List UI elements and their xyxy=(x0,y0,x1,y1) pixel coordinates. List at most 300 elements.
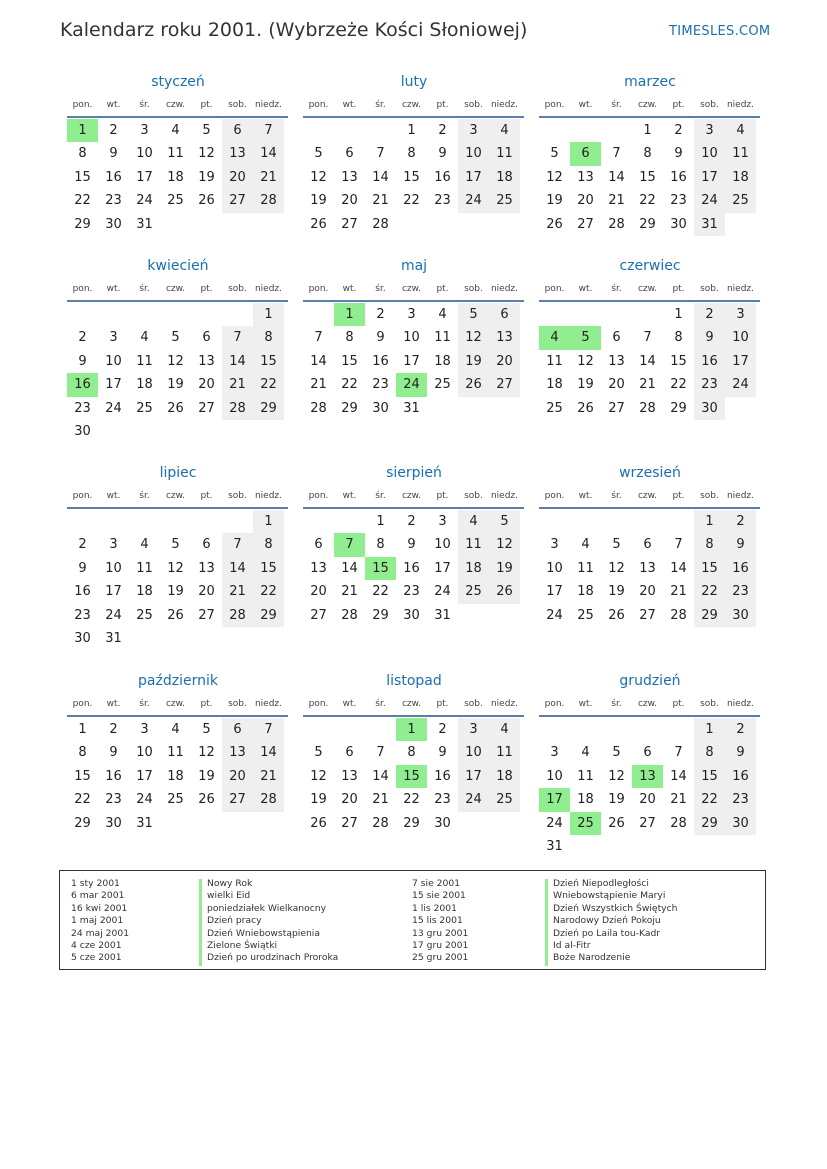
day-cell[interactable]: 4 xyxy=(171,123,180,138)
day-cell[interactable]: 4 xyxy=(725,119,756,142)
day-cell[interactable]: 30 xyxy=(105,815,122,831)
day-cell[interactable]: 19 xyxy=(458,350,489,373)
day-cell[interactable]: 18 xyxy=(136,377,153,393)
day-cell[interactable]: 20 xyxy=(341,193,358,209)
day-cell[interactable]: 15 xyxy=(253,350,284,373)
day-cell[interactable]: 2 xyxy=(438,123,447,138)
day-cell[interactable]: 26 xyxy=(577,400,594,416)
day-cell[interactable]: 27 xyxy=(341,216,358,232)
day-cell[interactable]: 25 xyxy=(167,193,184,209)
day-cell[interactable]: 10 xyxy=(403,330,420,346)
day-cell[interactable]: 14 xyxy=(639,353,656,369)
day-cell[interactable]: 20 xyxy=(222,765,253,788)
day-cell[interactable]: 5 xyxy=(202,722,211,737)
day-cell[interactable]: 21 xyxy=(341,584,358,600)
day-cell[interactable]: 21 xyxy=(372,193,389,209)
day-cell[interactable]: 11 xyxy=(489,741,520,764)
day-cell[interactable]: 18 xyxy=(167,169,184,185)
day-cell[interactable]: 9 xyxy=(407,537,416,553)
day-cell[interactable]: 10 xyxy=(136,745,153,761)
day-cell[interactable]: 27 xyxy=(198,607,215,623)
day-cell[interactable]: 18 xyxy=(136,584,153,600)
day-cell[interactable]: 18 xyxy=(577,792,594,808)
day-cell[interactable]: 8 xyxy=(345,330,354,346)
day-cell[interactable]: 20 xyxy=(198,584,215,600)
day-cell[interactable]: 11 xyxy=(136,560,153,576)
day-cell[interactable]: 22 xyxy=(403,193,420,209)
day-cell[interactable]: 24 xyxy=(105,607,122,623)
day-cell[interactable]: 16 xyxy=(725,765,756,788)
day-cell[interactable]: 25 xyxy=(570,812,601,835)
day-cell[interactable]: 14 xyxy=(670,560,687,576)
day-cell[interactable]: 28 xyxy=(670,815,687,831)
day-cell[interactable]: 6 xyxy=(345,146,354,162)
day-cell[interactable]: 11 xyxy=(458,533,489,556)
day-cell[interactable]: 21 xyxy=(222,373,253,396)
day-cell[interactable]: 5 xyxy=(612,537,621,553)
day-cell[interactable]: 18 xyxy=(725,166,756,189)
day-cell[interactable]: 13 xyxy=(341,169,358,185)
day-cell[interactable]: 24 xyxy=(434,584,451,600)
day-cell[interactable]: 24 xyxy=(458,189,489,212)
day-cell[interactable]: 26 xyxy=(608,815,625,831)
day-cell[interactable]: 24 xyxy=(396,373,427,396)
day-cell[interactable]: 5 xyxy=(314,146,323,162)
day-cell[interactable]: 1 xyxy=(407,123,416,138)
day-cell[interactable]: 9 xyxy=(109,146,118,162)
day-cell[interactable]: 6 xyxy=(643,537,652,553)
day-cell[interactable]: 15 xyxy=(74,169,91,185)
day-cell[interactable]: 1 xyxy=(334,303,365,326)
day-cell[interactable]: 22 xyxy=(639,193,656,209)
day-cell[interactable]: 18 xyxy=(167,768,184,784)
day-cell[interactable]: 23 xyxy=(725,580,756,603)
day-cell[interactable]: 27 xyxy=(639,607,656,623)
day-cell[interactable]: 15 xyxy=(253,557,284,580)
day-cell[interactable]: 17 xyxy=(136,169,153,185)
day-cell[interactable]: 1 xyxy=(694,510,725,533)
day-cell[interactable]: 24 xyxy=(725,373,756,396)
day-cell[interactable]: 9 xyxy=(78,560,87,576)
day-cell[interactable]: 15 xyxy=(365,557,396,580)
day-cell[interactable]: 31 xyxy=(694,213,725,236)
day-cell[interactable]: 26 xyxy=(310,216,327,232)
day-cell[interactable]: 12 xyxy=(198,745,215,761)
day-cell[interactable]: 29 xyxy=(372,607,389,623)
day-cell[interactable]: 8 xyxy=(78,146,87,162)
day-cell[interactable]: 4 xyxy=(438,307,447,322)
day-cell[interactable]: 5 xyxy=(171,330,180,346)
day-cell[interactable]: 6 xyxy=(314,537,323,553)
day-cell[interactable]: 20 xyxy=(222,166,253,189)
day-cell[interactable]: 26 xyxy=(489,580,520,603)
day-cell[interactable]: 2 xyxy=(725,510,756,533)
day-cell[interactable]: 26 xyxy=(310,815,327,831)
day-cell[interactable]: 19 xyxy=(198,169,215,185)
day-cell[interactable]: 13 xyxy=(222,741,253,764)
day-cell[interactable]: 29 xyxy=(670,400,687,416)
day-cell[interactable]: 19 xyxy=(167,584,184,600)
day-cell[interactable]: 7 xyxy=(643,330,652,346)
day-cell[interactable]: 10 xyxy=(434,537,451,553)
day-cell[interactable]: 13 xyxy=(489,326,520,349)
day-cell[interactable]: 16 xyxy=(372,353,389,369)
day-cell[interactable]: 31 xyxy=(403,400,420,416)
day-cell[interactable]: 11 xyxy=(434,330,451,346)
day-cell[interactable]: 14 xyxy=(222,557,253,580)
day-cell[interactable]: 14 xyxy=(310,353,327,369)
day-cell[interactable]: 29 xyxy=(253,604,284,627)
day-cell[interactable]: 23 xyxy=(74,607,91,623)
day-cell[interactable]: 12 xyxy=(489,533,520,556)
day-cell[interactable]: 1 xyxy=(253,510,284,533)
day-cell[interactable]: 14 xyxy=(253,741,284,764)
day-cell[interactable]: 24 xyxy=(136,193,153,209)
day-cell[interactable]: 8 xyxy=(78,745,87,761)
day-cell[interactable]: 16 xyxy=(694,350,725,373)
day-cell[interactable]: 21 xyxy=(310,377,327,393)
day-cell[interactable]: 22 xyxy=(253,373,284,396)
day-cell[interactable]: 17 xyxy=(539,788,570,811)
day-cell[interactable]: 5 xyxy=(550,146,559,162)
day-cell[interactable]: 28 xyxy=(341,607,358,623)
day-cell[interactable]: 1 xyxy=(376,514,385,529)
day-cell[interactable]: 30 xyxy=(105,216,122,232)
day-cell[interactable]: 21 xyxy=(253,166,284,189)
day-cell[interactable]: 25 xyxy=(136,400,153,416)
day-cell[interactable]: 13 xyxy=(198,353,215,369)
day-cell[interactable]: 4 xyxy=(539,326,570,349)
day-cell[interactable]: 13 xyxy=(608,353,625,369)
day-cell[interactable]: 6 xyxy=(570,142,601,165)
day-cell[interactable]: 26 xyxy=(608,607,625,623)
day-cell[interactable]: 25 xyxy=(167,792,184,808)
day-cell[interactable]: 7 xyxy=(612,146,621,162)
day-cell[interactable]: 22 xyxy=(403,792,420,808)
day-cell[interactable]: 3 xyxy=(694,119,725,142)
day-cell[interactable]: 22 xyxy=(74,193,91,209)
day-cell[interactable]: 16 xyxy=(403,560,420,576)
day-cell[interactable]: 14 xyxy=(341,560,358,576)
day-cell[interactable]: 3 xyxy=(140,722,149,737)
day-cell[interactable]: 11 xyxy=(546,353,563,369)
day-cell[interactable]: 2 xyxy=(78,537,87,553)
day-cell[interactable]: 28 xyxy=(639,400,656,416)
day-cell[interactable]: 21 xyxy=(222,580,253,603)
day-cell[interactable]: 22 xyxy=(670,377,687,393)
day-cell[interactable]: 8 xyxy=(694,741,725,764)
day-cell[interactable]: 31 xyxy=(105,630,122,646)
day-cell[interactable]: 12 xyxy=(198,146,215,162)
day-cell[interactable]: 27 xyxy=(639,815,656,831)
day-cell[interactable]: 6 xyxy=(612,330,621,346)
day-cell[interactable]: 23 xyxy=(372,377,389,393)
day-cell[interactable]: 19 xyxy=(608,584,625,600)
day-cell[interactable]: 18 xyxy=(577,584,594,600)
day-cell[interactable]: 12 xyxy=(546,169,563,185)
day-cell[interactable]: 7 xyxy=(674,745,683,761)
day-cell[interactable]: 26 xyxy=(458,373,489,396)
day-cell[interactable]: 20 xyxy=(577,193,594,209)
day-cell[interactable]: 12 xyxy=(608,560,625,576)
day-cell[interactable]: 5 xyxy=(171,537,180,553)
day-cell[interactable]: 25 xyxy=(577,607,594,623)
day-cell[interactable]: 12 xyxy=(167,353,184,369)
day-cell[interactable]: 22 xyxy=(74,792,91,808)
day-cell[interactable]: 1 xyxy=(396,718,427,741)
day-cell[interactable]: 12 xyxy=(577,353,594,369)
day-cell[interactable]: 19 xyxy=(546,193,563,209)
day-cell[interactable]: 30 xyxy=(74,630,91,646)
day-cell[interactable]: 4 xyxy=(581,745,590,761)
day-cell[interactable]: 14 xyxy=(670,768,687,784)
day-cell[interactable]: 26 xyxy=(198,792,215,808)
day-cell[interactable]: 6 xyxy=(222,119,253,142)
day-cell[interactable]: 25 xyxy=(489,788,520,811)
day-cell[interactable]: 5 xyxy=(612,745,621,761)
day-cell[interactable]: 20 xyxy=(198,377,215,393)
day-cell[interactable]: 25 xyxy=(546,400,563,416)
day-cell[interactable]: 4 xyxy=(489,718,520,741)
day-cell[interactable]: 14 xyxy=(372,768,389,784)
day-cell[interactable]: 9 xyxy=(694,326,725,349)
day-cell[interactable]: 7 xyxy=(222,533,253,556)
day-cell[interactable]: 31 xyxy=(546,838,563,854)
day-cell[interactable]: 8 xyxy=(253,533,284,556)
day-cell[interactable]: 1 xyxy=(78,722,87,737)
day-cell[interactable]: 25 xyxy=(489,189,520,212)
day-cell[interactable]: 2 xyxy=(109,722,118,737)
day-cell[interactable]: 21 xyxy=(670,584,687,600)
day-cell[interactable]: 24 xyxy=(546,815,563,831)
day-cell[interactable]: 29 xyxy=(74,815,91,831)
day-cell[interactable]: 3 xyxy=(407,307,416,322)
day-cell[interactable]: 11 xyxy=(577,768,594,784)
day-cell[interactable]: 28 xyxy=(253,788,284,811)
day-cell[interactable]: 5 xyxy=(458,303,489,326)
day-cell[interactable]: 4 xyxy=(171,722,180,737)
day-cell[interactable]: 6 xyxy=(345,745,354,761)
day-cell[interactable]: 6 xyxy=(202,537,211,553)
day-cell[interactable]: 25 xyxy=(725,189,756,212)
day-cell[interactable]: 10 xyxy=(458,142,489,165)
day-cell[interactable]: 8 xyxy=(694,533,725,556)
day-cell[interactable]: 28 xyxy=(372,815,389,831)
day-cell[interactable]: 2 xyxy=(725,718,756,741)
day-cell[interactable]: 1 xyxy=(694,718,725,741)
day-cell[interactable]: 30 xyxy=(725,604,756,627)
day-cell[interactable]: 27 xyxy=(222,788,253,811)
day-cell[interactable]: 21 xyxy=(253,765,284,788)
day-cell[interactable]: 24 xyxy=(458,788,489,811)
day-cell[interactable]: 6 xyxy=(489,303,520,326)
day-cell[interactable]: 10 xyxy=(458,741,489,764)
day-cell[interactable]: 11 xyxy=(725,142,756,165)
day-cell[interactable]: 22 xyxy=(372,584,389,600)
site-link[interactable]: TIMESLES.COM xyxy=(669,24,771,39)
day-cell[interactable]: 9 xyxy=(109,745,118,761)
day-cell[interactable]: 13 xyxy=(310,560,327,576)
day-cell[interactable]: 12 xyxy=(310,169,327,185)
day-cell[interactable]: 21 xyxy=(670,792,687,808)
day-cell[interactable]: 11 xyxy=(489,142,520,165)
day-cell[interactable]: 30 xyxy=(74,423,91,439)
day-cell[interactable]: 9 xyxy=(78,353,87,369)
day-cell[interactable]: 23 xyxy=(105,792,122,808)
day-cell[interactable]: 28 xyxy=(310,400,327,416)
day-cell[interactable]: 30 xyxy=(372,400,389,416)
day-cell[interactable]: 14 xyxy=(608,169,625,185)
day-cell[interactable]: 15 xyxy=(670,353,687,369)
day-cell[interactable]: 1 xyxy=(253,303,284,326)
day-cell[interactable]: 5 xyxy=(202,123,211,138)
day-cell[interactable]: 27 xyxy=(608,400,625,416)
day-cell[interactable]: 16 xyxy=(725,557,756,580)
day-cell[interactable]: 6 xyxy=(222,718,253,741)
day-cell[interactable]: 17 xyxy=(434,560,451,576)
day-cell[interactable]: 2 xyxy=(694,303,725,326)
day-cell[interactable]: 17 xyxy=(403,353,420,369)
day-cell[interactable]: 24 xyxy=(105,400,122,416)
day-cell[interactable]: 3 xyxy=(550,537,559,553)
day-cell[interactable]: 19 xyxy=(577,377,594,393)
day-cell[interactable]: 15 xyxy=(396,765,427,788)
day-cell[interactable]: 11 xyxy=(167,146,184,162)
day-cell[interactable]: 7 xyxy=(253,718,284,741)
day-cell[interactable]: 9 xyxy=(438,745,447,761)
day-cell[interactable]: 20 xyxy=(608,377,625,393)
day-cell[interactable]: 4 xyxy=(140,330,149,346)
day-cell[interactable]: 28 xyxy=(253,189,284,212)
day-cell[interactable]: 24 xyxy=(136,792,153,808)
day-cell[interactable]: 30 xyxy=(725,812,756,835)
day-cell[interactable]: 16 xyxy=(105,169,122,185)
day-cell[interactable]: 11 xyxy=(577,560,594,576)
day-cell[interactable]: 17 xyxy=(458,765,489,788)
day-cell[interactable]: 23 xyxy=(105,193,122,209)
day-cell[interactable]: 23 xyxy=(403,584,420,600)
day-cell[interactable]: 2 xyxy=(376,307,385,322)
day-cell[interactable]: 9 xyxy=(725,533,756,556)
day-cell[interactable]: 16 xyxy=(105,768,122,784)
day-cell[interactable]: 24 xyxy=(694,189,725,212)
day-cell[interactable]: 10 xyxy=(105,560,122,576)
day-cell[interactable]: 29 xyxy=(639,216,656,232)
day-cell[interactable]: 29 xyxy=(253,397,284,420)
day-cell[interactable]: 20 xyxy=(639,792,656,808)
day-cell[interactable]: 10 xyxy=(136,146,153,162)
day-cell[interactable]: 1 xyxy=(674,307,683,322)
day-cell[interactable]: 3 xyxy=(458,119,489,142)
day-cell[interactable]: 31 xyxy=(136,216,153,232)
day-cell[interactable]: 19 xyxy=(310,193,327,209)
day-cell[interactable]: 24 xyxy=(546,607,563,623)
day-cell[interactable]: 23 xyxy=(670,193,687,209)
day-cell[interactable]: 10 xyxy=(546,768,563,784)
day-cell[interactable]: 22 xyxy=(694,788,725,811)
day-cell[interactable]: 21 xyxy=(372,792,389,808)
day-cell[interactable]: 16 xyxy=(434,169,451,185)
day-cell[interactable]: 8 xyxy=(407,146,416,162)
day-cell[interactable]: 2 xyxy=(438,722,447,737)
day-cell[interactable]: 16 xyxy=(74,584,91,600)
day-cell[interactable]: 31 xyxy=(434,607,451,623)
day-cell[interactable]: 3 xyxy=(725,303,756,326)
day-cell[interactable]: 29 xyxy=(74,216,91,232)
day-cell[interactable]: 31 xyxy=(136,815,153,831)
day-cell[interactable]: 10 xyxy=(546,560,563,576)
day-cell[interactable]: 5 xyxy=(570,326,601,349)
day-cell[interactable]: 6 xyxy=(202,330,211,346)
day-cell[interactable]: 19 xyxy=(310,792,327,808)
day-cell[interactable]: 12 xyxy=(167,560,184,576)
day-cell[interactable]: 18 xyxy=(434,353,451,369)
day-cell[interactable]: 27 xyxy=(489,373,520,396)
day-cell[interactable]: 5 xyxy=(489,510,520,533)
day-cell[interactable]: 3 xyxy=(550,745,559,761)
day-cell[interactable]: 10 xyxy=(725,326,756,349)
day-cell[interactable]: 29 xyxy=(694,604,725,627)
day-cell[interactable]: 15 xyxy=(74,768,91,784)
day-cell[interactable]: 14 xyxy=(222,350,253,373)
day-cell[interactable]: 4 xyxy=(458,510,489,533)
day-cell[interactable]: 16 xyxy=(670,169,687,185)
day-cell[interactable]: 26 xyxy=(546,216,563,232)
day-cell[interactable]: 19 xyxy=(167,377,184,393)
day-cell[interactable]: 27 xyxy=(310,607,327,623)
day-cell[interactable]: 7 xyxy=(314,330,323,346)
day-cell[interactable]: 30 xyxy=(670,216,687,232)
day-cell[interactable]: 14 xyxy=(372,169,389,185)
day-cell[interactable]: 19 xyxy=(489,557,520,580)
day-cell[interactable]: 17 xyxy=(458,166,489,189)
day-cell[interactable]: 16 xyxy=(67,373,98,396)
day-cell[interactable]: 3 xyxy=(438,514,447,529)
day-cell[interactable]: 27 xyxy=(222,189,253,212)
day-cell[interactable]: 22 xyxy=(694,580,725,603)
day-cell[interactable]: 10 xyxy=(105,353,122,369)
day-cell[interactable]: 30 xyxy=(694,397,725,420)
day-cell[interactable]: 18 xyxy=(489,166,520,189)
day-cell[interactable]: 12 xyxy=(608,768,625,784)
day-cell[interactable]: 3 xyxy=(140,123,149,138)
day-cell[interactable]: 20 xyxy=(639,584,656,600)
day-cell[interactable]: 21 xyxy=(608,193,625,209)
day-cell[interactable]: 1 xyxy=(643,123,652,138)
day-cell[interactable]: 1 xyxy=(67,119,98,142)
day-cell[interactable]: 3 xyxy=(109,537,118,553)
day-cell[interactable]: 11 xyxy=(167,745,184,761)
day-cell[interactable]: 7 xyxy=(253,119,284,142)
day-cell[interactable]: 13 xyxy=(639,560,656,576)
day-cell[interactable]: 29 xyxy=(403,815,420,831)
day-cell[interactable]: 2 xyxy=(109,123,118,138)
day-cell[interactable]: 17 xyxy=(546,584,563,600)
day-cell[interactable]: 25 xyxy=(458,580,489,603)
day-cell[interactable]: 14 xyxy=(253,142,284,165)
day-cell[interactable]: 4 xyxy=(581,537,590,553)
day-cell[interactable]: 29 xyxy=(341,400,358,416)
day-cell[interactable]: 28 xyxy=(608,216,625,232)
day-cell[interactable]: 9 xyxy=(674,146,683,162)
day-cell[interactable]: 17 xyxy=(694,166,725,189)
day-cell[interactable]: 17 xyxy=(725,350,756,373)
day-cell[interactable]: 27 xyxy=(577,216,594,232)
day-cell[interactable]: 18 xyxy=(546,377,563,393)
day-cell[interactable]: 18 xyxy=(489,765,520,788)
day-cell[interactable]: 2 xyxy=(674,123,683,138)
day-cell[interactable]: 9 xyxy=(438,146,447,162)
